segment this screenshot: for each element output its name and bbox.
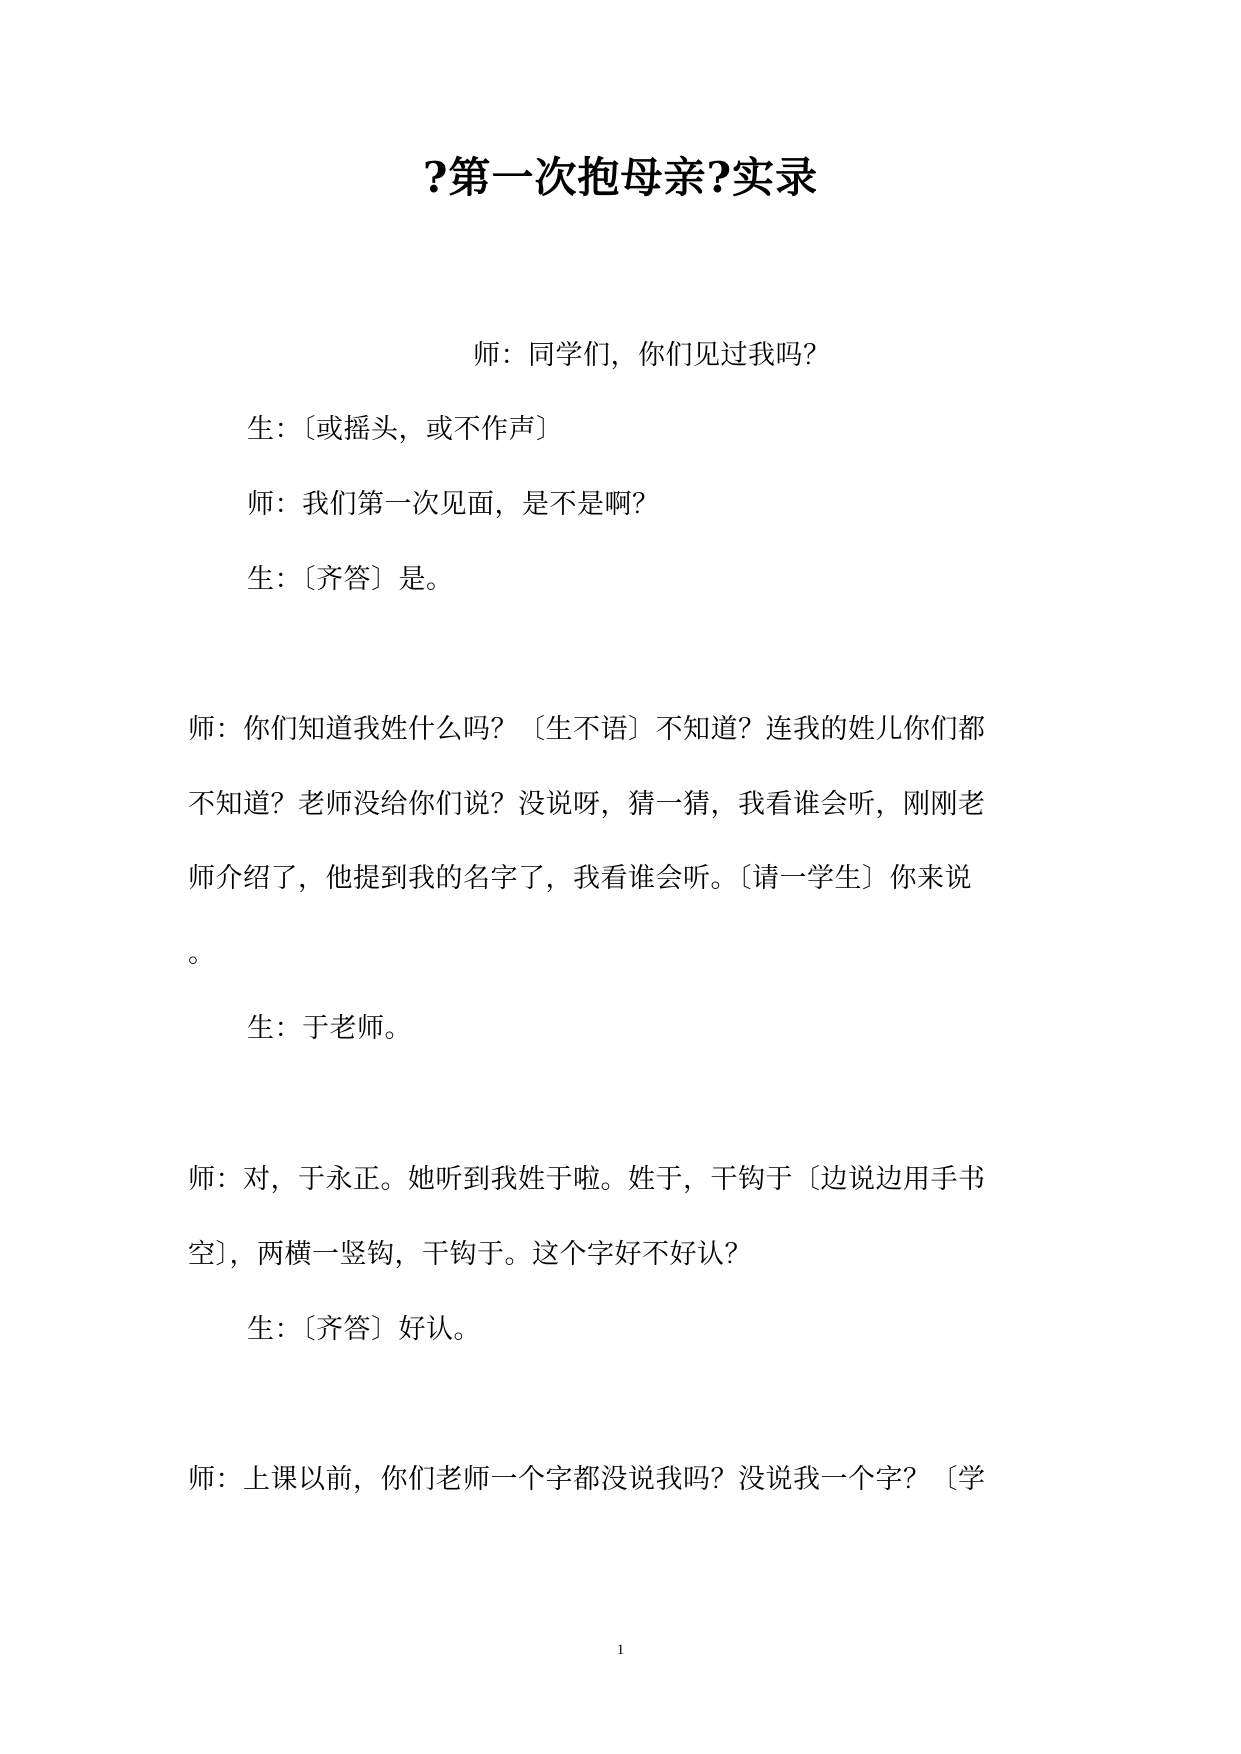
paragraph-line: 不知道？老师没给你们说？没说呀，猜一猜，我看谁会听，刚刚老	[188, 789, 986, 820]
dialogue-line: 生：〔齐答〕是。	[247, 564, 454, 595]
dialogue-line: 生：于老师。	[247, 1013, 412, 1044]
paragraph-line: 师介绍了，他提到我的名字了，我看谁会听。〔请一学生〕你来说	[188, 863, 972, 894]
page-number: 1	[616, 1642, 625, 1658]
dialogue-line: 生：〔齐答〕好认。	[247, 1314, 481, 1345]
dialogue-line: 师：我们第一次见面，是不是啊？	[247, 489, 660, 520]
paragraph-line: 师：对，于永正。她听到我姓于啦。姓于，干钩于〔边说边用手书	[188, 1164, 986, 1195]
document-title: ?第一次抱母亲?实录	[422, 153, 819, 202]
paragraph-line: 师：上课以前，你们老师一个字都没说我吗？没说我一个字？〔学	[188, 1464, 986, 1495]
paragraph-line: 师：你们知道我姓什么吗？〔生不语〕不知道？连我的姓儿你们都	[188, 714, 986, 745]
paragraph-line: 空〕，两横一竖钩，干钩于。这个字好不好认？	[188, 1239, 752, 1270]
dialogue-line: 生：〔或摇头，或不作声〕	[247, 414, 564, 445]
dialogue-line: 师：同学们，你们见过我吗？	[473, 340, 831, 371]
paragraph-line: 。	[188, 938, 216, 969]
